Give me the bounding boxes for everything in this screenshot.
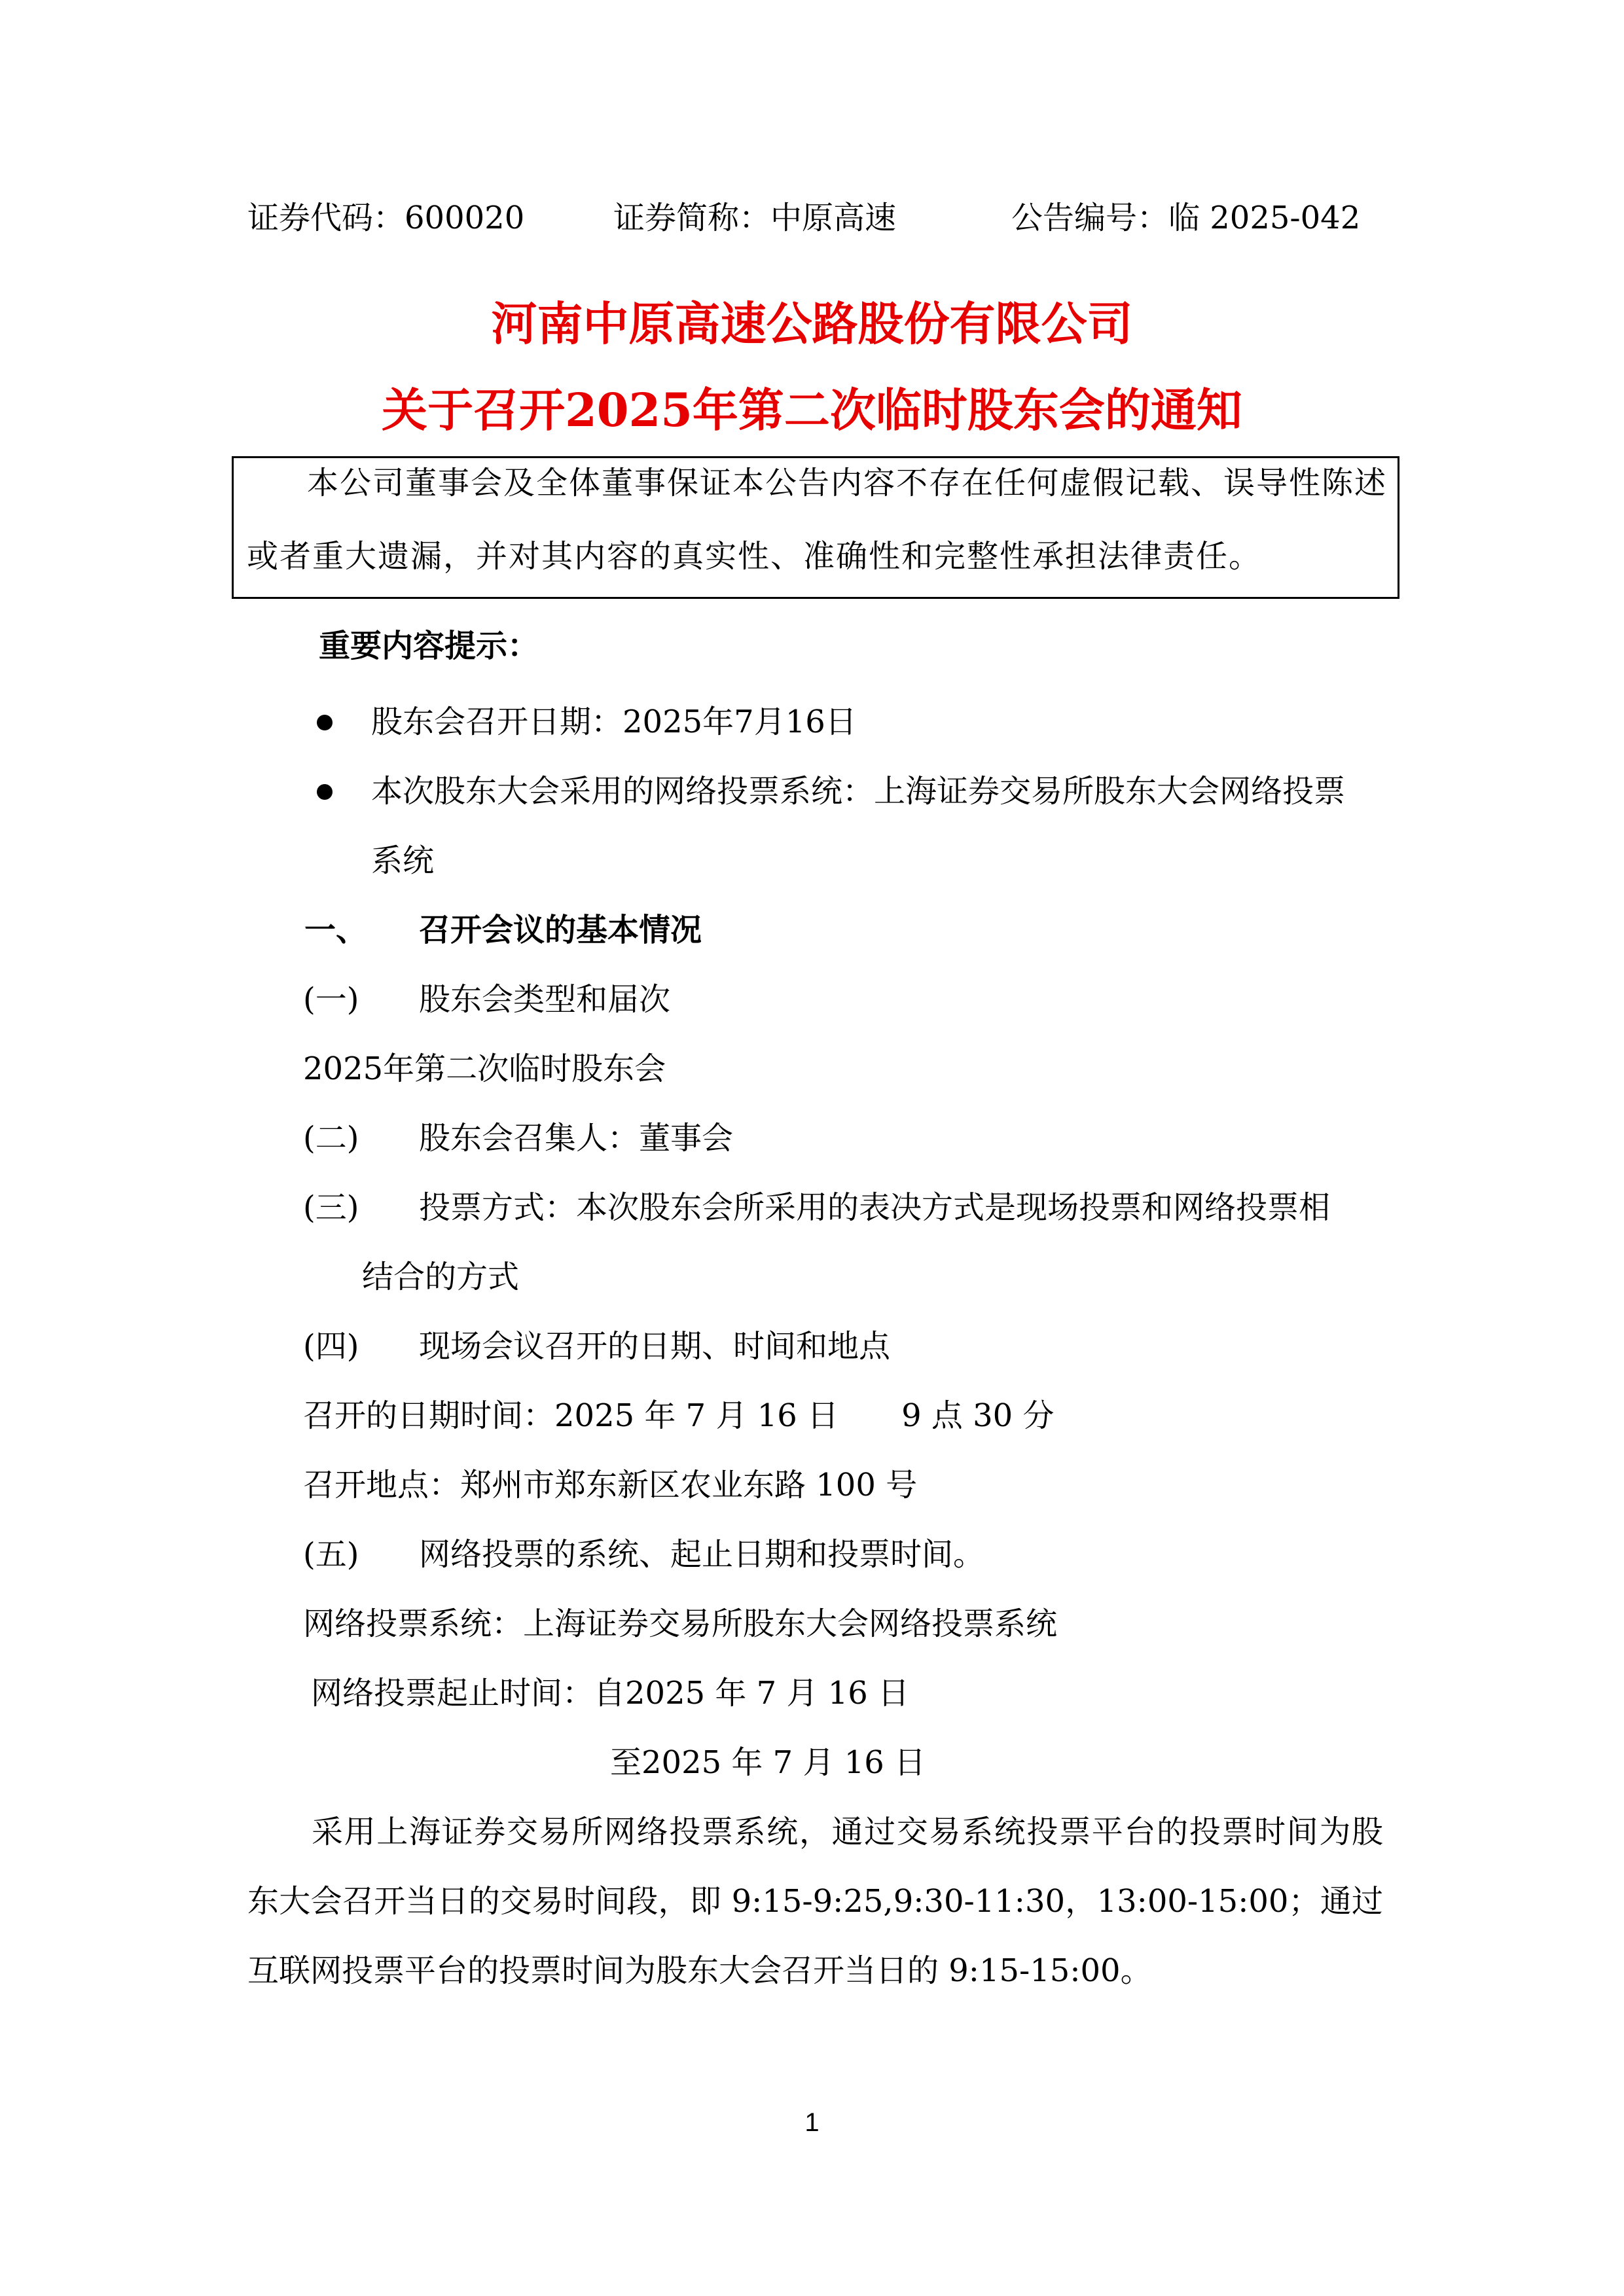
disclaimer-line-1: 本公司董事会及全体董事保证本公告内容不存在任何虚假记载、误导性陈述 [307, 465, 1388, 501]
item-number: (一) [303, 981, 359, 1018]
section-number: 一、 [304, 912, 368, 948]
item-number: (二) [303, 1120, 359, 1157]
disclaimer-line-2: 或者重大遗漏，并对其内容的真实性、准确性和完整性承担法律责任。 [247, 538, 1262, 575]
notice-number: 公告编号：临 2025-042 [1011, 200, 1361, 236]
paragraph-line-2: 东大会召开当日的交易时间段，即 9:15-9:25,9:30-11:30，13:00-15:00；通过 [247, 1883, 1383, 1920]
item-label: 网络投票的系统、起止日期和投票时间。 [419, 1536, 985, 1573]
item-number: (五) [303, 1536, 359, 1573]
voting-start: 网络投票起止时间：自2025 年 7 月 16 日 [311, 1675, 910, 1712]
highlight-item: 本次股东大会采用的网络投票系统：上海证券交易所股东大会网络投票 [371, 773, 1346, 810]
item-label: 投票方式：本次股东会所采用的表决方式是现场投票和网络投票相 [419, 1189, 1331, 1226]
highlight-item-continued: 系统 [371, 842, 435, 879]
item-number: (四) [303, 1328, 359, 1365]
paragraph-line-3: 互联网投票平台的投票时间为股东大会召开当日的 9:15-15:00。 [247, 1952, 1152, 1989]
paragraph-line-1: 采用上海证券交易所网络投票系统，通过交易系统投票平台的投票时间为股 [312, 1814, 1383, 1850]
page-number: 1 [804, 2108, 820, 2137]
item-label: 现场会议召开的日期、时间和地点 [419, 1328, 891, 1365]
meeting-location: 召开地点：郑州市郑东新区农业东路 100 号 [303, 1467, 918, 1503]
stock-abbreviation: 证券简称：中原高速 [613, 200, 897, 236]
item-number: (三) [303, 1189, 359, 1226]
voting-end: 至2025 年 7 月 16 日 [610, 1744, 926, 1781]
item-label: 股东会类型和届次 [419, 981, 671, 1018]
bullet-icon [317, 715, 333, 730]
stock-code: 证券代码：600020 [247, 200, 525, 236]
meeting-type: 2025年第二次临时股东会 [303, 1050, 666, 1087]
meeting-datetime: 召开的日期时间：2025 年 7 月 16 日 9 点 30 分 [303, 1397, 1055, 1434]
title-notice: 关于召开2025年第二次临时股东会的通知 [382, 383, 1242, 437]
highlights-heading: 重要内容提示： [319, 628, 539, 664]
voting-system: 网络投票系统：上海证券交易所股东大会网络投票系统 [303, 1605, 1058, 1642]
section-heading: 召开会议的基本情况 [419, 912, 702, 948]
highlight-item: 股东会召开日期：2025年7月16日 [371, 704, 857, 740]
bullet-icon [317, 784, 333, 800]
title-company: 河南中原高速公路股份有限公司 [491, 296, 1133, 351]
disclaimer-box [232, 456, 1399, 599]
item-label-continued: 结合的方式 [362, 1259, 520, 1295]
item-label: 股东会召集人：董事会 [419, 1120, 734, 1157]
